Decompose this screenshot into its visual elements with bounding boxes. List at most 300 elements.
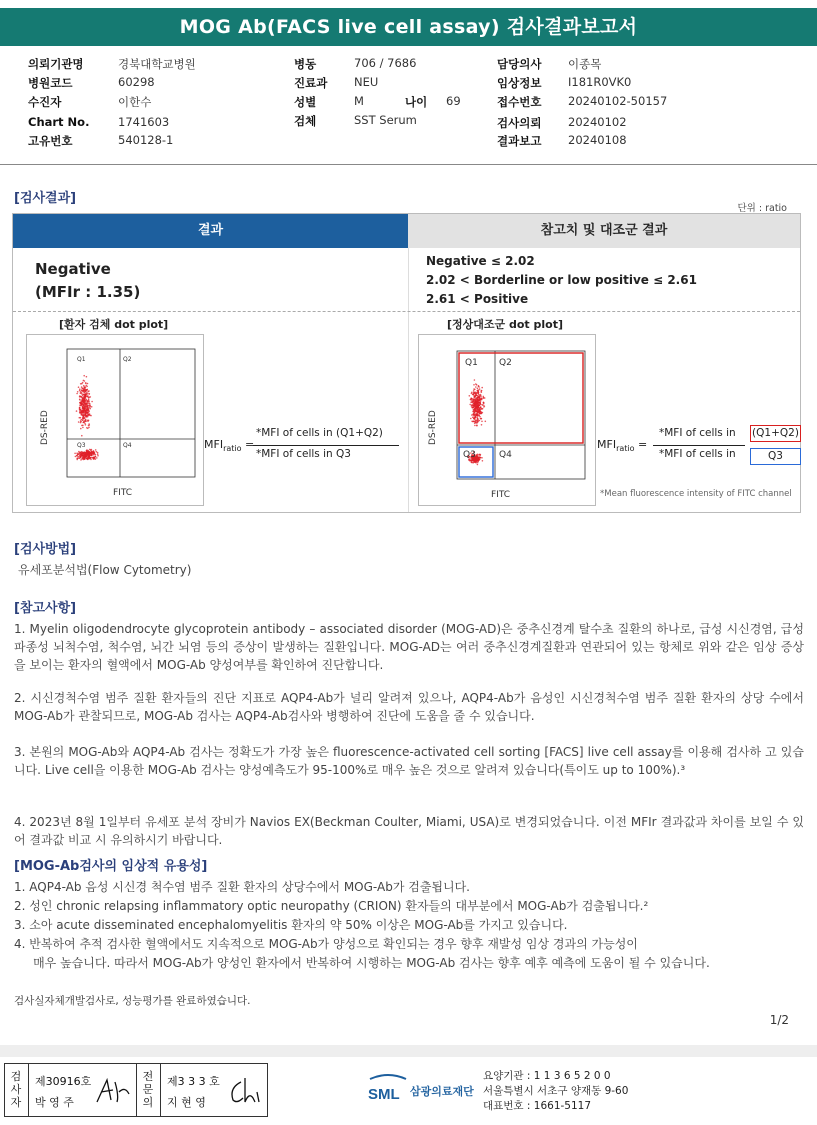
plot-dot [82,420,84,422]
plot-dot [475,462,477,464]
plot-dot [78,421,80,423]
plot-dot [475,410,477,412]
plot-dot [90,449,92,451]
info-value: 20240102 [568,115,627,129]
info-value: 20240108 [568,133,627,147]
plot-dot [80,459,82,461]
plot-dot [474,389,476,391]
info-value: SST Serum [354,113,417,127]
signer1-license: 제30916호 [35,1075,92,1088]
plot-dot [477,409,479,411]
plot-dot [85,421,87,423]
info-label: 진료과 [294,76,328,90]
plot-dot [86,403,88,405]
plot-dot [478,400,480,402]
list-item: 매우 높습니다. 따라서 MOG-Ab가 양성인 환자에서 반복하여 시행하는 MOG-Ab 검사는 향후 예후 예측에 도움이 될 수 있습니다. [14,956,710,970]
institution-code: 요양기관 : 1 1 3 6 5 2 0 0 [483,1070,611,1082]
plot-dot [83,380,85,382]
plot-dot [481,387,483,389]
plot-dot [473,384,475,386]
plot-dot [479,420,481,422]
info-label: 접수번호 [497,95,542,109]
foundation-name: 삼광의료재단 [410,1085,474,1098]
plot-dot [476,384,478,386]
plot-dot [77,453,79,455]
plot-dot [87,420,89,422]
info-value: 이한수 [118,95,152,109]
plot-dot [87,457,89,459]
plot-dot [478,385,480,387]
plot-dot [473,409,475,411]
y-axis-label: DS-RED [428,410,438,445]
plot-dot [479,410,481,412]
plot-dot [84,400,86,402]
plot-dot [84,410,86,412]
plot-dot [79,405,81,407]
info-value: 1741603 [118,115,170,129]
plot-dot [88,425,90,427]
plot-dot [471,405,473,407]
plot-dot [95,456,97,458]
quadrant-label-q4: Q4 [123,442,132,449]
quadrant-label-q3: Q3 [463,450,476,460]
plot-dot [84,452,86,454]
plot-dot [481,457,483,459]
plot-dot [85,382,87,384]
plot-dot [81,393,83,395]
plot-dot [88,414,90,416]
plot-dot [79,390,81,392]
info-label: 담당의사 [497,57,542,71]
plot-dot [80,396,82,398]
plot-dot [92,458,94,460]
plot-dot [470,399,472,401]
plot-dot [85,395,87,397]
signer2-signature [225,1074,265,1108]
control-plot-title: [정상대조군 dot plot] [447,318,563,331]
plot-dot [480,418,482,420]
quadrant-label-q3: Q3 [77,442,86,449]
plot-dot [479,397,481,399]
plot-dot [78,451,80,453]
plot-dot [481,390,483,392]
plot-dot [87,401,89,403]
plot-dot [94,452,96,454]
plot-dot [88,456,90,458]
clinical-section-title: [MOG-Ab검사의 임상적 유용성] [14,859,208,874]
plot-dot [89,415,91,417]
plot-dot [475,413,477,415]
signer1-role: 검 사 자 [10,1070,22,1109]
plot-dot [96,457,98,459]
result-header: 결과 [13,214,408,248]
x-axis-label: FITC [491,490,511,500]
plot-dot [476,410,478,412]
signer2-cell [161,1064,267,1116]
plot-dot [472,414,474,416]
plot-dot [469,395,471,397]
plot-dot [86,376,88,378]
plot-dot [485,421,487,423]
plot-dot [82,427,84,429]
plot-dot [77,391,79,393]
signer1-signature [93,1074,133,1108]
plot-dot [88,453,90,455]
plot-dot [87,395,89,397]
plot-dot [83,375,85,377]
plot-dot [478,454,480,456]
plot-dot [478,415,480,417]
signer2-name: 지 현 영 [167,1096,206,1109]
unit-label: 단위 : ratio [737,203,787,214]
plot-dot [80,454,82,456]
control-dot-plot [418,334,596,506]
signature-box [4,1063,268,1117]
plot-dot [76,458,78,460]
plot-dot [83,404,85,406]
reference-paragraph: 2. 시신경척수염 범주 질환 환자들의 진단 지표로 AQP4-Ab가 널리 알려져 있으나, AQP4-Ab가 음성인 시신경척수염 범주 질환 환자의 상당 수에서 MOG-Ab가 관찰되므로, MOG-Ab 검사는 AQP4-Ab검사와 병행하여 진단에 도움을 줄 수 있습니다. [14,691,804,723]
plot-dot [481,421,483,423]
patient-dot-plot [26,334,204,506]
plot-dot [76,410,78,412]
plot-dot [79,399,81,401]
plot-dot [86,454,88,456]
info-value: 이종목 [568,57,602,71]
plot-dot [469,404,471,406]
plot-dot [483,406,485,408]
plot-dot [88,397,90,399]
plot-dot [85,390,87,392]
plot-dot [89,403,91,405]
references-section-title: [참고사항] [14,601,77,616]
plot-dot [477,419,479,421]
plot-dot [477,464,479,466]
plot-dot [97,453,99,455]
plot-dot [475,402,477,404]
info-value: 60298 [118,75,155,89]
formula-numerator-prefix: *MFI of cells in [659,427,736,439]
plot-dot [78,386,80,388]
plot-dot [76,393,78,395]
plot-dot [483,397,485,399]
x-axis-label: FITC [113,488,133,498]
plot-dot [477,388,479,390]
page-number: 1/2 [769,1013,789,1027]
mfi-text: MFI [204,438,224,451]
plot-dot [81,425,83,427]
list-item: 1. AQP4-Ab 음성 시신경 척수염 범주 질환 환자의 상당수에서 MOG-Ab가 검출됩니다. [14,880,470,894]
plot-dot [479,412,481,414]
fraction-line [653,445,745,446]
plot-dot [80,456,82,458]
mfi-equals: = [638,438,648,451]
plot-dot [91,401,93,403]
plot-dot [88,398,90,400]
plot-dot [86,450,88,452]
signer1-role-cell [5,1064,29,1116]
plot-dot [478,396,480,398]
plot-dot [473,390,475,392]
plot-dot [85,407,87,409]
plot-dot [84,412,86,414]
formula-denominator: *MFI of cells in Q3 [256,448,351,460]
info-value: 706 / 7686 [354,56,417,70]
plot-dot [475,386,477,388]
validation-note: 검사실자체개발검사로, 성능평가를 완료하였습니다. [14,995,251,1007]
plot-dot [472,398,474,400]
plot-dot [476,404,478,406]
plot-dot [84,386,86,388]
contact-info [483,1069,628,1114]
signer2-role: 전 문 의 [142,1070,154,1109]
formula-denominator-prefix: *MFI of cells in [659,448,736,460]
plot-dot [481,398,483,400]
results-table [12,213,801,513]
info-label: 고유번호 [28,134,73,148]
plot-dot [85,406,87,408]
y-axis-label: DS-RED [40,410,50,445]
plot-dot [93,454,95,456]
plot-dot [477,407,479,409]
reference-paragraph: 1. Myelin oligodendrocyte glycoprotein antibody – associated disorder (MOG-AD)은 중추신경계 탈수초 질환의 하나로, 급성 시신경염, 급성파종성 뇌척수염, 척수염, 뇌간 뇌염 등의 증상이 발생하는 질환입니다. MOG-AD는 여러 중추신경계질환과 연관되어 있는 항체로 위와 같은 임상 증상을 보이는 환자의 혈액에서 MOG-Ab 양성여부를 확인하여 진단합니다. [14,622,804,672]
mfi-text: MFI [597,438,617,451]
plot-dot [472,394,474,396]
plot-dot [472,411,474,413]
plot-dot [82,412,84,414]
info-label: 의뢰기관명 [28,57,84,71]
info-label: 결과보고 [497,134,542,148]
mfi-equals: = [245,438,255,451]
plot-dot [80,383,82,385]
plot-dot [86,456,88,458]
plot-dot [473,403,475,405]
info-label: 검사의뢰 [497,116,542,130]
mfi-ratio-label [204,438,254,453]
plot-dot [84,403,86,405]
plot-dot [85,410,87,412]
plot-dot [478,405,480,407]
plot-dot [480,454,482,456]
formula-numerator: *MFI of cells in (Q1+Q2) [256,427,383,439]
plot-dot [89,408,91,410]
plot-dot [474,393,476,395]
method-section-title: [검사방법] [14,542,77,557]
q1q2-box: (Q1+Q2) [750,425,801,442]
plot-dot [84,399,86,401]
info-divider [0,164,817,165]
plot-dot [478,457,480,459]
plot-dot [82,390,84,392]
list-item: 4. 반복하여 추적 검사한 혈액에서도 지속적으로 MOG-Ab가 양성으로 확인되는 경우 향후 재발성 임상 경과의 가능성이 [14,937,638,951]
info-label: 임상정보 [497,76,542,90]
reference-ranges [426,252,697,309]
info-label: 검체 [294,114,317,128]
plot-dot [474,379,476,381]
plot-dot [471,392,473,394]
plot-dot [473,418,475,420]
quadrant-label-q1: Q1 [465,358,478,368]
plot-dot [87,406,89,408]
control-plot-svg [419,335,595,505]
plot-dot [481,408,483,410]
plot-dot [82,393,84,395]
reference-header: 참고치 및 대조군 결과 [408,214,800,248]
signer2-license: 제3 3 3 호 [167,1075,220,1088]
plot-dot [86,414,88,416]
plot-dot [80,428,82,430]
plot-dot [471,462,473,464]
plot-dot [477,392,479,394]
quadrant-label-q2: Q2 [123,356,132,363]
plot-dot [472,421,474,423]
plot-dot [74,453,76,455]
plot-dot [479,459,481,461]
plot-dot [80,409,82,411]
plot-dot [85,424,87,426]
result-value [35,258,140,304]
plot-dot [79,407,81,409]
mfi-sub: ratio [223,444,242,454]
quadrant-label-q1: Q1 [77,356,86,363]
info-label: 병동 [294,57,317,71]
plot-dot [472,401,474,403]
reference-positive: 2.61 < Positive [426,292,529,306]
plot-dot [480,406,482,408]
quadrant-label-q4: Q4 [499,450,512,460]
info-label: 나이 [405,95,428,109]
plot-dot [483,402,485,404]
report-title: MOG Ab(FACS live cell assay) 검사결과보고서 [0,8,817,46]
plot-dot [475,399,477,401]
plot-dot [482,460,484,462]
plot-dot [476,460,478,462]
plot-dot [82,458,84,460]
plot-dot [81,399,83,401]
plot-dot [97,452,99,454]
plot-dot [88,423,90,425]
plot-dot [88,405,90,407]
plot-dot [479,395,481,397]
plot-dot [88,393,90,395]
info-label: 병원코드 [28,76,73,90]
plot-dot [482,404,484,406]
plot-dot [476,398,478,400]
method-text: 유세포분석법(Flow Cytometry) [18,563,192,577]
reference-negative: Negative ≤ 2.02 [426,254,535,268]
address: 서울특별시 서초구 양재동 9-60 [483,1085,629,1097]
plot-dot [474,395,476,397]
plot-dot [81,413,83,415]
info-value: 540128-1 [118,133,174,147]
plot-dot [481,424,483,426]
info-value: 20240102-50157 [568,94,668,108]
plot-dot [87,383,89,385]
plot-dot [476,457,478,459]
footer-band [0,1045,817,1057]
reference-paragraph: 3. 본원의 MOG-Ab와 AQP4-Ab 검사는 정확도가 가장 높은 fluorescence-activated cell sorting [FACS] live cell assay를 이용해 검사하 고 있습니다. Live cell을 이용한 MOG-Ab 검사는 양성예측도가 95-100%로 매우 높은 것으로 알려져 있습니다(특이도 up to 100%).³ [14,745,804,777]
info-value: 경북대학교병원 [118,57,196,71]
plot-dot [477,456,479,458]
phone: 대표번호 : 1661-5117 [483,1100,592,1112]
plot-dot [88,391,90,393]
list-item: 3. 소아 acute disseminated encephalomyelitis 환자의 약 50% 이상은 MOG-Ab를 가지고 있습니다. [14,918,568,932]
result-interpretation: Negative [35,260,111,278]
reference-paragraph: 4. 2023년 8월 1일부터 유세포 분석 장비가 Navios EX(Beckman Coulter, Miami, USA)로 변경되었습니다. 이전 MFIr 결과값과 차이를 보일 수 있어 결과값 비교 시 유의하시기 바랍니다. [14,815,804,847]
info-label: Chart No. [28,115,90,129]
clinical-list [14,878,804,973]
plot-dot [88,409,90,411]
plot-dot [75,456,77,458]
plot-dot [96,451,98,453]
plot-dot [83,422,85,424]
result-mfir: (MFIr : 1.35) [35,283,141,301]
mfi-sub: ratio [616,444,635,454]
plots-divider [13,311,800,312]
plot-dot [471,407,473,409]
plot-dot [474,420,476,422]
plot-dot [95,449,97,451]
signer1-cell [29,1064,137,1116]
logo-mark: SML [368,1086,400,1103]
mfi-ratio-label [597,438,647,453]
plot-dot [475,406,477,408]
plot-dot [474,417,476,419]
plot-dot [470,397,472,399]
plot-dot [476,402,478,404]
plot-dot [87,416,89,418]
plot-dot [81,435,83,437]
patient-plot-title: [환자 검체 dot plot] [59,318,169,331]
plot-dot [474,405,476,407]
signer2-role-cell [137,1064,161,1116]
info-value: NEU [354,75,379,89]
plot-dot [474,412,476,414]
plot-dot [83,385,85,387]
reference-borderline: 2.02 < Borderline or low positive ≤ 2.61 [426,273,697,287]
plot-dot [81,412,83,414]
plot-dot [97,455,99,457]
signer1-name: 박 영 주 [35,1096,74,1109]
plot-dot [483,396,485,398]
plot-dot [83,407,85,409]
info-label: 성별 [294,95,317,109]
plot-dot [474,425,476,427]
plot-dot [81,453,83,455]
plot-dot [87,452,89,454]
plot-dot [90,454,92,456]
plot-dot [83,391,85,393]
plot-dot [478,389,480,391]
plot-dot [83,418,85,420]
info-value: M [354,94,364,108]
q3-box: Q3 [750,448,801,465]
plot-dot [482,412,484,414]
plot-dot [85,393,87,395]
info-label: 수진자 [28,95,62,109]
plot-dot [83,417,85,419]
column-divider [408,248,409,512]
info-value: 69 [446,94,461,108]
plot-dot [80,417,82,419]
mean-note: *Mean fluorescence intensity of FITC channel [600,489,792,499]
plot-dot [82,397,84,399]
info-value: I181R0VK0 [568,75,632,89]
plot-dot [477,462,479,464]
plot-dot [88,451,90,453]
list-item: 2. 성인 chronic relapsing inflammatory optic neuropathy (CRION) 환자들의 대부분에서 MOG-Ab가 검출됩니다.² [14,899,649,913]
plot-dot [91,406,93,408]
plot-dot [82,410,84,412]
